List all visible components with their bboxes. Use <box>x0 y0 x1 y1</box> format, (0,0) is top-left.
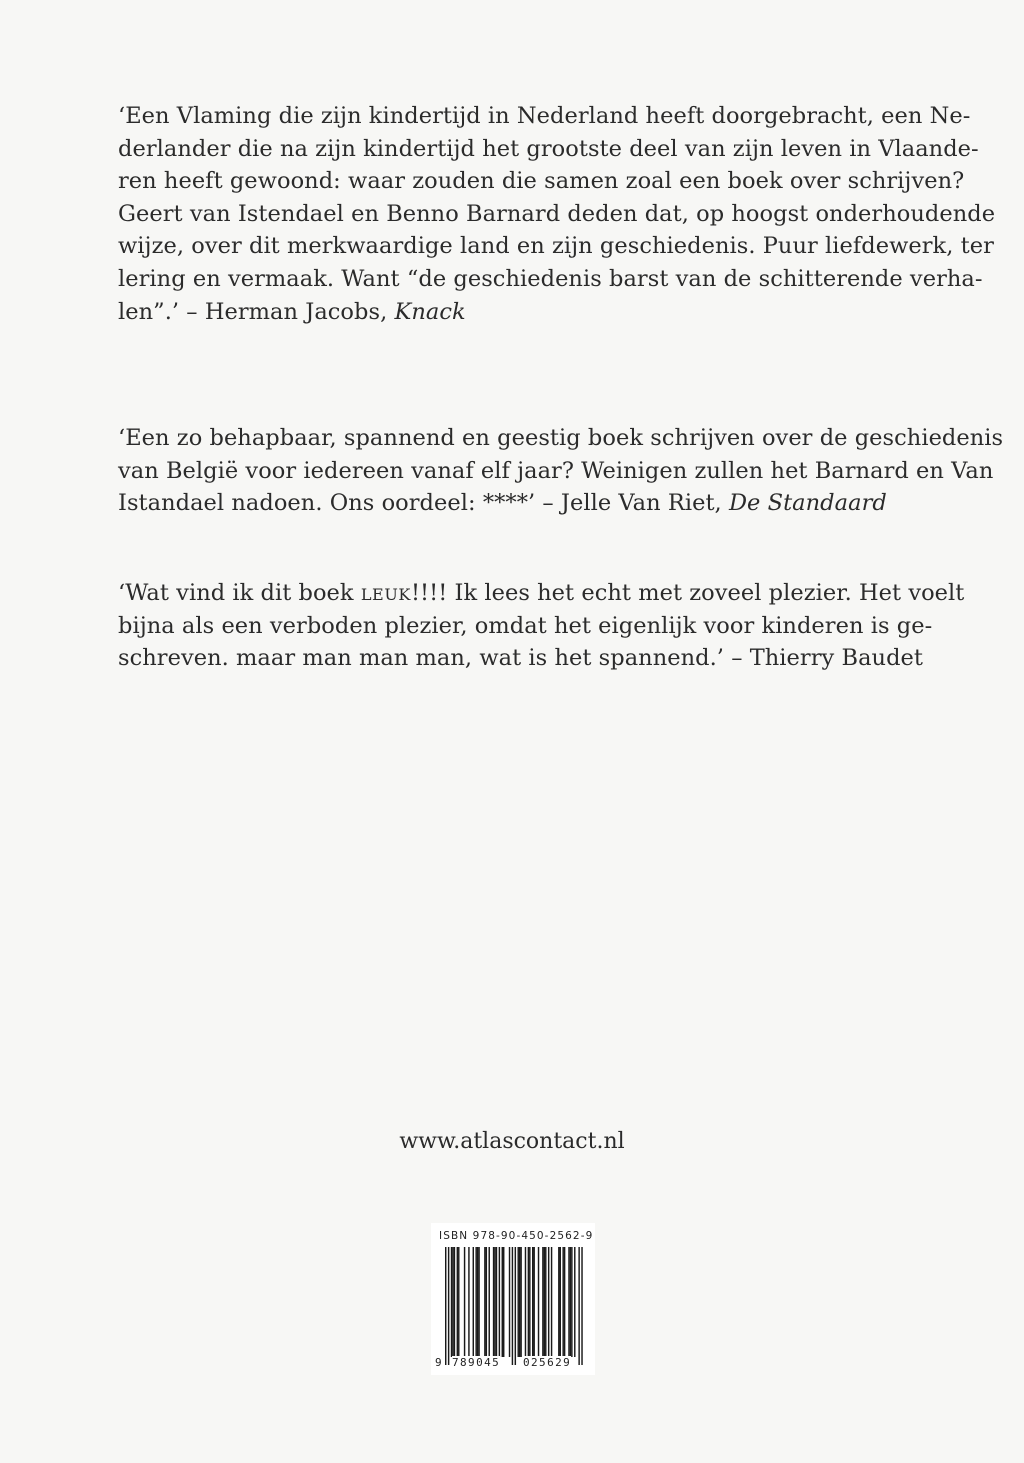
barcode-bar <box>570 1247 571 1357</box>
review-quote-knack <box>118 100 996 328</box>
quote-attribution: Istandael nadoen. Ons oordeel: ****’ – Jelle Van Riet, <box>118 490 729 517</box>
barcode-bar <box>568 1247 569 1357</box>
barcode-bar <box>520 1247 521 1357</box>
barcode-bar <box>548 1247 549 1357</box>
quote-source: Knack <box>394 298 466 325</box>
ean-left-digits: 789045 <box>452 1356 501 1369</box>
barcode-bar <box>574 1247 575 1357</box>
barcode-bar <box>558 1247 559 1357</box>
barcode-bar <box>464 1247 465 1357</box>
quote-line: van België voor iedereen vanaf elf jaar? Weinigen zullen het Barnard en Van <box>118 457 994 484</box>
barcode-bar <box>502 1247 503 1357</box>
barcode-bar <box>545 1247 546 1357</box>
barcode-bar <box>544 1247 545 1357</box>
barcode-bar <box>486 1247 487 1357</box>
barcode-bar <box>532 1247 533 1357</box>
barcode-bar <box>494 1247 495 1357</box>
ean-right-digits: 025629 <box>523 1356 572 1369</box>
barcode-bar <box>560 1247 561 1357</box>
barcode-bar <box>452 1247 453 1357</box>
barcode-bar <box>496 1247 497 1357</box>
publisher-website: www.atlascontact.nl <box>399 1129 625 1154</box>
quote-line: wijze, over dit merkwaardige land en zijn geschiedenis. Puur liefdewerk, ter <box>118 233 994 260</box>
quote-line: Geert van Istendael en Benno Barnard deden dat, op hoogst onderhoudende <box>118 200 996 227</box>
quote-text: !!!! Ik lees het echt met zoveel plezier. Het voelt <box>410 580 965 606</box>
barcode-bar <box>518 1247 519 1357</box>
barcode-bar <box>503 1247 504 1357</box>
barcode-bar <box>533 1247 534 1357</box>
barcode-bar <box>519 1247 520 1357</box>
quote-text: ‘Wat vind ik dit boek <box>118 580 361 606</box>
barcode-bar <box>445 1247 446 1365</box>
quote-line: bijna als een verboden plezier, omdat het eigenlijk voor kinderen is ge- <box>118 612 933 639</box>
barcode-bar <box>551 1247 552 1357</box>
quote-line: ‘Een zo behapbaar, spannend en geestig boek schrijven over de geschiedenis <box>118 425 1004 451</box>
barcode-bar <box>473 1247 474 1357</box>
barcode-bar <box>475 1247 476 1357</box>
quote-line <box>118 487 918 520</box>
barcode-bar <box>538 1247 539 1357</box>
barcode-bar <box>493 1247 494 1357</box>
ean-lead-digit: 9 <box>435 1356 442 1369</box>
quote-line <box>118 577 965 610</box>
barcode-bars <box>431 1223 595 1375</box>
barcode-bar <box>515 1247 516 1365</box>
isbn-label: ISBN 978-90-450-2562-9 <box>439 1230 594 1242</box>
barcode-bar <box>458 1247 459 1357</box>
barcode-bar <box>448 1247 449 1365</box>
review-quote-de-standaard <box>118 422 1004 520</box>
barcode-bar <box>454 1247 455 1357</box>
quote-line: lering en vermaak. Want “de geschiedenis barst van de schitterende verha- <box>118 265 983 292</box>
barcode-bar <box>528 1247 529 1357</box>
quote-attribution: len”.’ – Herman Jacobs, <box>118 298 395 325</box>
barcode-bar <box>564 1247 565 1357</box>
barcode-bar <box>509 1247 510 1357</box>
barcode-bar <box>562 1247 563 1357</box>
barcode-bar <box>451 1247 452 1357</box>
barcode-bar <box>525 1247 526 1357</box>
review-quote-baudet <box>118 577 965 675</box>
barcode-bar <box>529 1247 530 1357</box>
quote-line <box>118 296 918 329</box>
quote-source: De Standaard <box>728 490 887 517</box>
barcode-bar <box>457 1247 458 1357</box>
barcode-bar <box>489 1247 490 1357</box>
barcode-bar <box>478 1247 479 1357</box>
barcode-bar <box>578 1247 579 1365</box>
barcode-bar <box>499 1247 500 1357</box>
quote-line: ‘Een Vlaming die zijn kindertijd in Nederland heeft doorgebracht, een Ne- <box>118 103 971 129</box>
barcode-bar <box>484 1247 485 1357</box>
emphasis-word: leuk <box>360 580 411 606</box>
quote-line: derlander die na zijn kindertijd het grootste deel van zijn leven in Vlaande- <box>118 135 979 162</box>
barcode-bar <box>581 1247 582 1365</box>
barcode-bar <box>512 1247 513 1365</box>
barcode-bar <box>468 1247 469 1357</box>
barcode-bar <box>477 1247 478 1357</box>
quote-line: ren heeft gewoond: waar zouden die samen zoal een boek over schrijven? <box>118 168 965 195</box>
barcode-bar <box>542 1247 543 1357</box>
barcode-bar <box>571 1247 572 1357</box>
quote-line: schreven. maar man man man, wat is het spannend.’ – Thierry Baudet <box>118 645 923 672</box>
isbn-barcode <box>431 1223 595 1375</box>
